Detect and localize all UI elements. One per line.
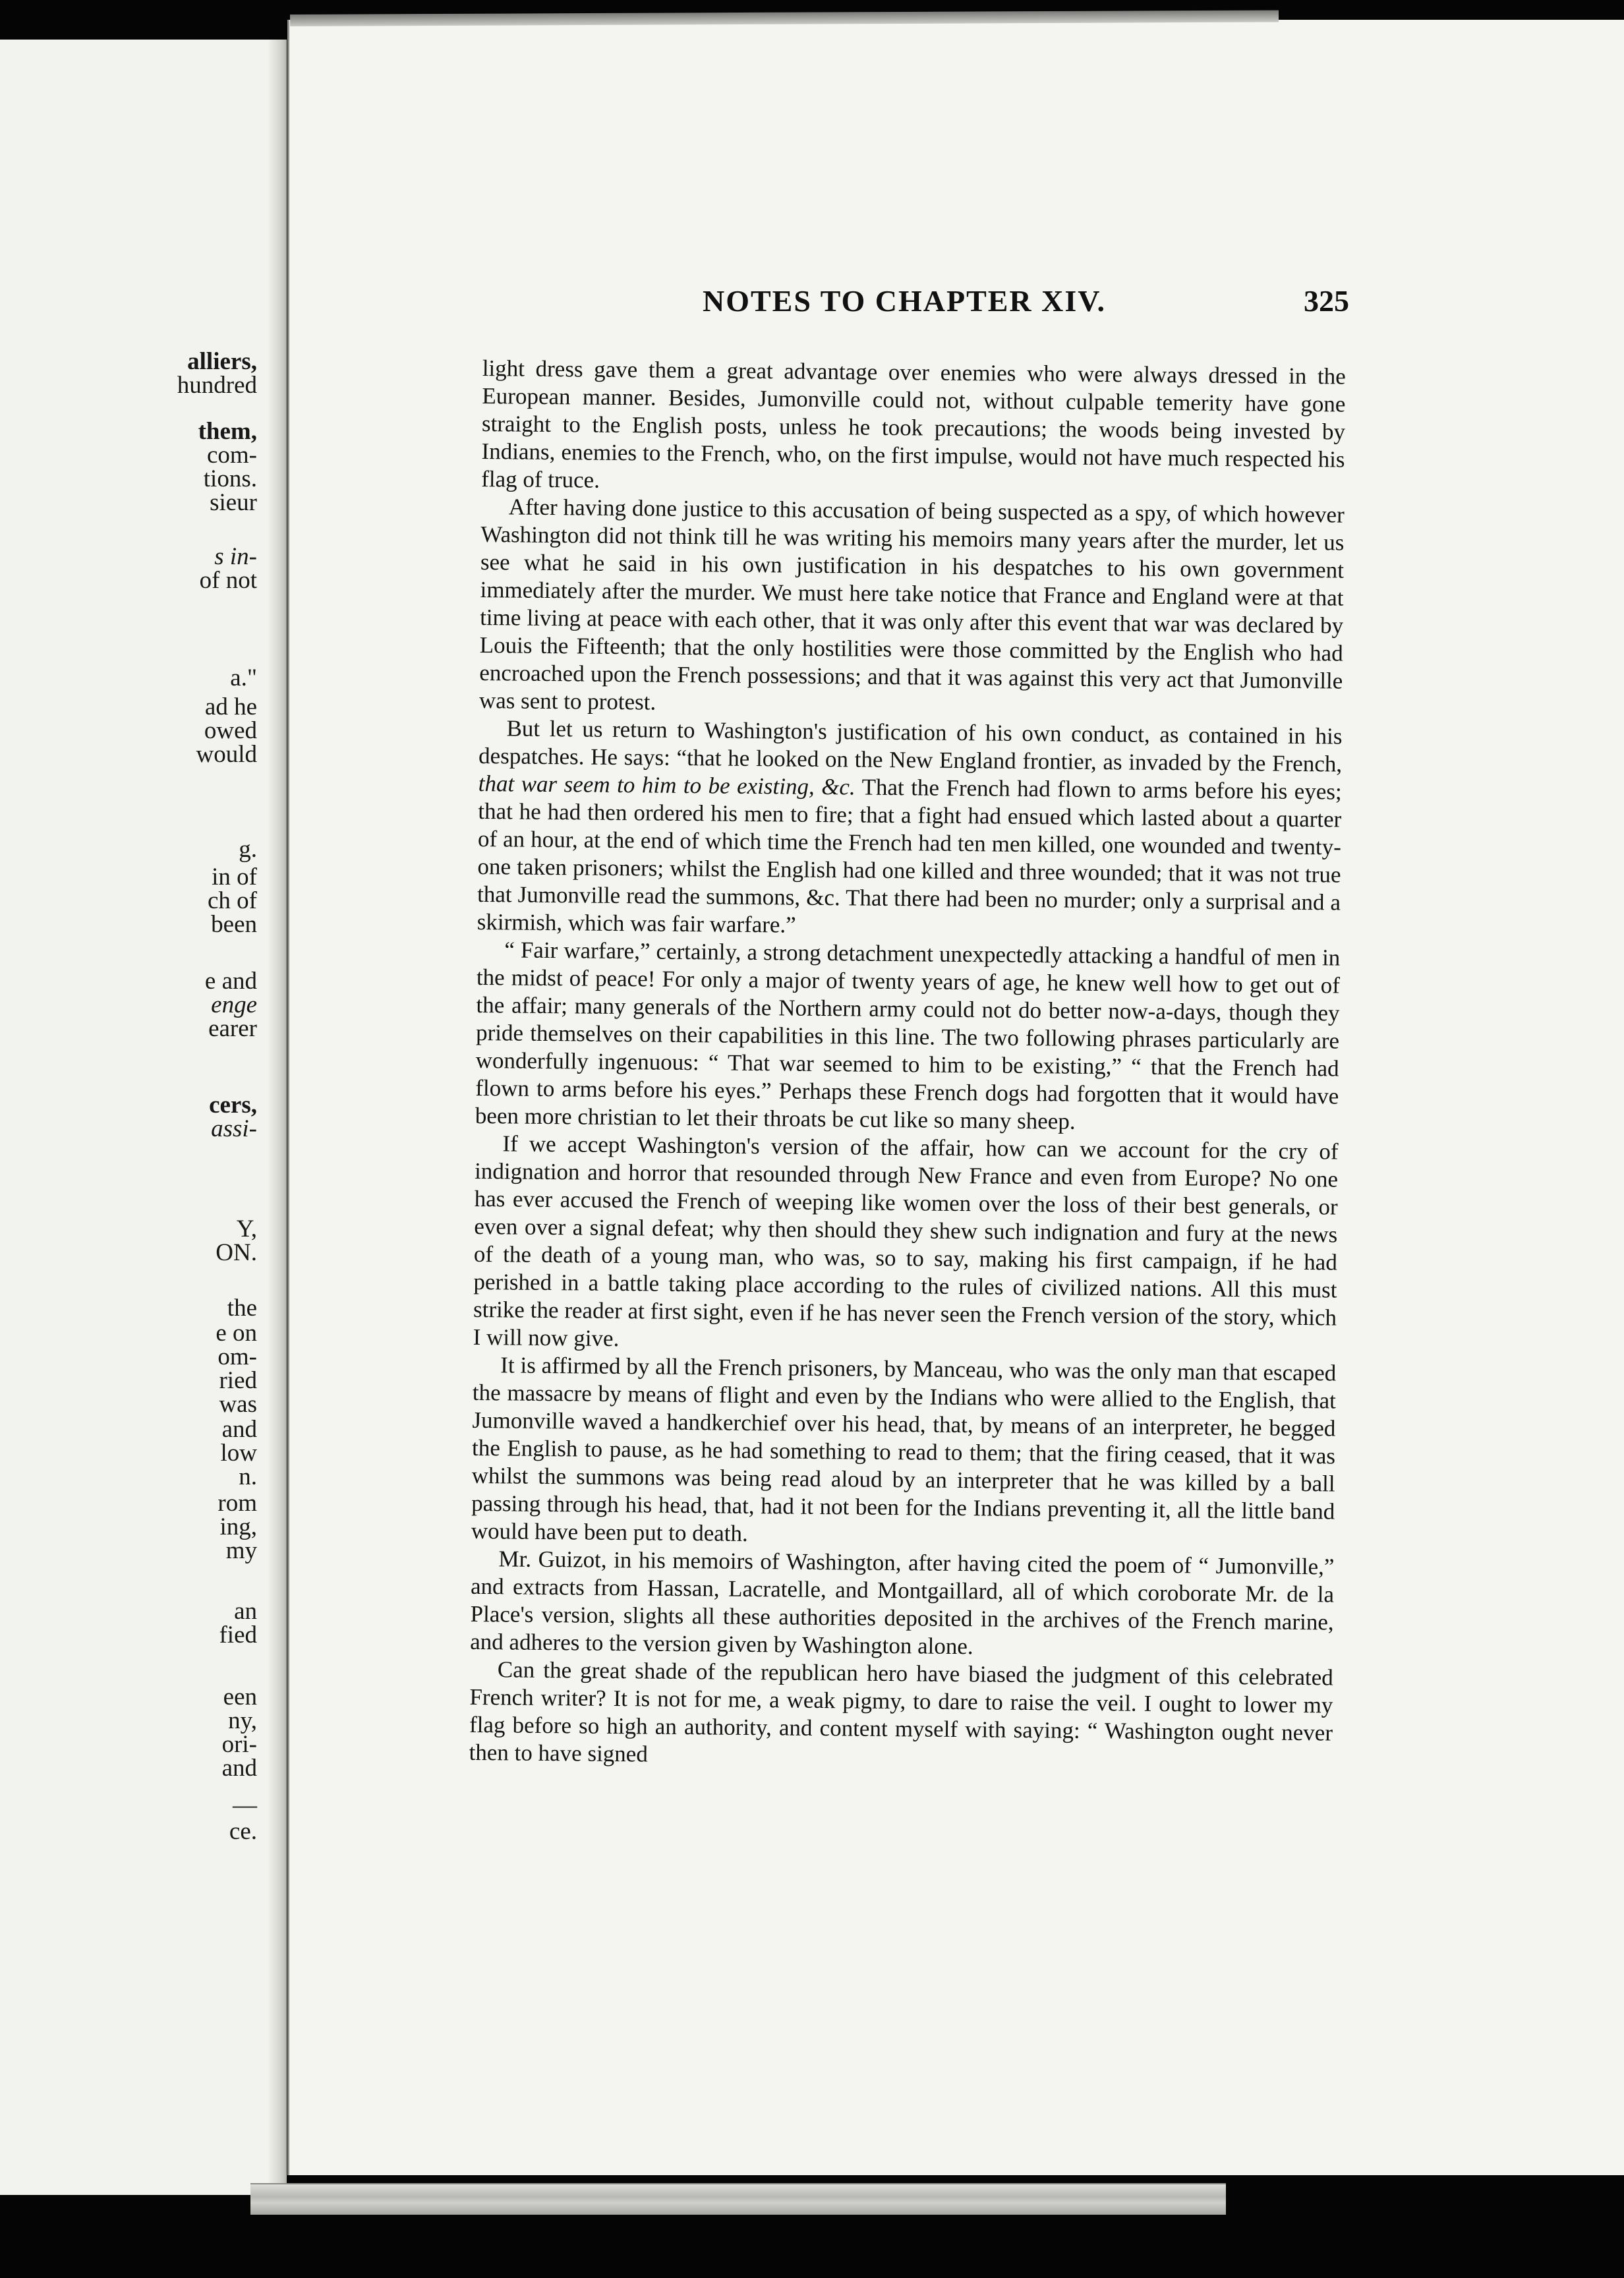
body-text bbox=[469, 355, 1346, 1774]
body-paragraph bbox=[473, 1130, 1338, 1360]
left-page-line-fragment: been bbox=[211, 911, 257, 938]
left-page-line-fragment: ori- bbox=[221, 1731, 257, 1758]
left-page-line-fragment: e and bbox=[204, 968, 257, 995]
paragraph-text: light dress gave them a great advantage over enemies who were always dressed in the European manner. Besides, Jumonville could not, without culpable temerity have gone straight to the English posts, unless he took precautions; the woods being invested by Indians, enemies to the French, who, on the first impulse, would not have much respected his flag of truce. bbox=[481, 355, 1346, 493]
left-page-line-fragment: owed bbox=[204, 717, 257, 744]
left-page-line-fragment: cers, bbox=[209, 1092, 257, 1119]
left-page-line-fragment: of not bbox=[199, 567, 257, 594]
paragraph-text: “ Fair warfare,” certainly, a strong detachment unexpectedly attacking a handful of men in the midst of peace! For only a major of twenty years of age, he knew well how to get out of the affair; many generals of the Northern army could not do better now-a-days, though they pride themselves on their capabilities in this line. The two following phrases particularly are wonderfully ingenuous: “ That war seemed to him to be existing,” “ that the French had flown to arms before his eyes.” Perhaps these French dogs had forgotten that it would have been more christian to let their throats be cut like so many sheep. bbox=[475, 937, 1341, 1134]
paragraph-text: But let us return to Washington's justification of his own conduct, as contained in his despatches. He says: “that he looked on the New England frontier, as invaded by the French, bbox=[478, 715, 1343, 777]
body-paragraph bbox=[470, 1545, 1335, 1664]
left-page-line-fragment: was bbox=[219, 1391, 257, 1418]
body-paragraph bbox=[471, 1351, 1337, 1554]
left-page-line-fragment: ON. bbox=[216, 1239, 257, 1266]
left-page-line-fragment: ny, bbox=[228, 1707, 257, 1734]
body-paragraph bbox=[481, 355, 1346, 502]
paragraph-text: It is affirmed by all the French prisoners, by Manceau, who was the only man that escaped the massacre by means of flight and even by the Indians who were allied to the English, that Jumonville waved a handkerchief over his head, that, by means of an interpreter, he begged the English to pause, as he had something to read to them; that the firing ceased, that it was whilst the summons was being read aloud by an interpreter that he was killed by a ball passing through his head, that, had it not been for the Indians preventing it, all the little band would have been put to death. bbox=[471, 1352, 1337, 1546]
body-paragraph bbox=[477, 715, 1343, 945]
left-page bbox=[0, 40, 287, 2195]
left-page-line-fragment: s in- bbox=[214, 543, 257, 570]
left-page-line-fragment: sieur bbox=[210, 489, 257, 516]
paragraph-text: Mr. Guizot, in his memoirs of Washington, after having cited the poem of “ Jumonville,” and extracts from Hassan, Lacratelle, and Montgaillard, all of which coroborate Mr. de la Place's version, slights all these authorities deposited in the archives of the French marine, and adheres to the version given by Washington alone. bbox=[470, 1546, 1335, 1660]
left-page-line-fragment: my bbox=[225, 1537, 257, 1564]
left-page-line-fragment: om- bbox=[218, 1343, 257, 1370]
left-page-line-fragment: earer bbox=[208, 1015, 257, 1042]
left-page-line-fragment: ried bbox=[219, 1367, 257, 1394]
left-page-line-fragment: and bbox=[221, 1755, 257, 1782]
left-page-line-fragment: n. bbox=[239, 1463, 257, 1490]
left-page-line-fragment: them, bbox=[198, 418, 257, 445]
page-number: 325 bbox=[1304, 284, 1349, 318]
left-page-line-fragment: hundred bbox=[177, 372, 257, 399]
running-head: NOTES TO CHAPTER XIV. bbox=[703, 284, 1107, 318]
left-page-line-fragment: ch of bbox=[208, 887, 257, 914]
left-page-line-fragment: an bbox=[234, 1598, 257, 1625]
left-page-line-fragment: enge bbox=[211, 991, 257, 1018]
italic-text: that war seem to him to be existing, &c. bbox=[478, 770, 856, 800]
paragraph-text: If we accept Washington's version of the affair, how can we account for the cry of indignation and horror that resounded through New France and even from Europe? No one has ever accused the French of weeping like women over the loss of their best generals, or even over a signal defeat; why then should they shew such indignation and fury at the news of the death of a young man, who was, so to say, making his first campaign, if he had perished in a battle taking place according to the rules of civilized nations. All this must strike the reader at first sight, even if he has never seen the French version of the story, which I will now give. bbox=[473, 1130, 1339, 1352]
left-page-line-fragment: assi- bbox=[211, 1115, 257, 1142]
left-page-line-fragment: com- bbox=[206, 442, 257, 469]
left-page-line-fragment: the bbox=[227, 1295, 257, 1322]
left-page-line-fragment: Y, bbox=[236, 1215, 257, 1242]
body-paragraph bbox=[469, 1656, 1333, 1775]
left-page-line-fragment: would bbox=[196, 741, 257, 768]
body-paragraph bbox=[479, 493, 1345, 723]
left-page-line-fragment: fied bbox=[219, 1621, 257, 1649]
left-page-line-fragment: ad he bbox=[204, 693, 257, 720]
paragraph-text: After having done justice to this accusation of being suspected as a spy, of which however Washington did not think till he was writing his memoirs many years after the murder, let us see what he said in his own justification in his despatches to his own government immediately after the murder. We must here take notice that France and England were at that time living at peace with each other, that it was only after this event that war was declared by Louis the Fifteenth; that the only hostilities were those committed by the English who had encroached upon the French possessions; and that it was against this very act that Jumonville was sent to protest. bbox=[478, 494, 1345, 715]
body-paragraph bbox=[475, 936, 1341, 1138]
left-page-line-fragment: a." bbox=[230, 664, 257, 691]
binding-strip bbox=[250, 2183, 1226, 2215]
paragraph-text: Can the great shade of the republican hero have biased the judgment of this celebrated French writer? It is not for me, a weak pigmy, to dare to raise the veil. I ought to lower my flag before so high an authority, and content myself with saying: “ Washington ought never then to have signed bbox=[469, 1656, 1333, 1767]
left-page-line-fragment: e on bbox=[216, 1320, 257, 1347]
left-page-line-fragment: ce. bbox=[229, 1818, 257, 1845]
left-page-gutter bbox=[268, 40, 285, 2195]
left-page-line-fragment: — bbox=[233, 1792, 257, 1819]
left-page-line-fragment: in of bbox=[212, 863, 257, 891]
left-page-line-fragment: tions. bbox=[203, 465, 257, 492]
left-page-line-fragment: rom bbox=[218, 1490, 257, 1517]
left-page-line-fragment: alliers, bbox=[187, 348, 257, 375]
left-page-line-fragment: een bbox=[223, 1683, 257, 1710]
left-page-line-fragment: low bbox=[220, 1440, 257, 1467]
left-page-line-fragment: g. bbox=[239, 836, 257, 863]
left-page-line-fragment: ing, bbox=[219, 1513, 257, 1540]
paragraph-text: That the French had flown to arms before his eyes; that he had then ordered his men to fire; that a fight had ensued which lasted about a quarter of an hour, at the end of which time the French had ten men killed, one wounded and twenty-one taken prisoners; whilst the English had one killed and three wounded; that it was not true that Jumonville read the summons, &c. That there had been no murder; only a surprisal and a skirmish, which was fair warfare.” bbox=[477, 774, 1342, 938]
left-page-line-fragment: and bbox=[221, 1416, 257, 1443]
